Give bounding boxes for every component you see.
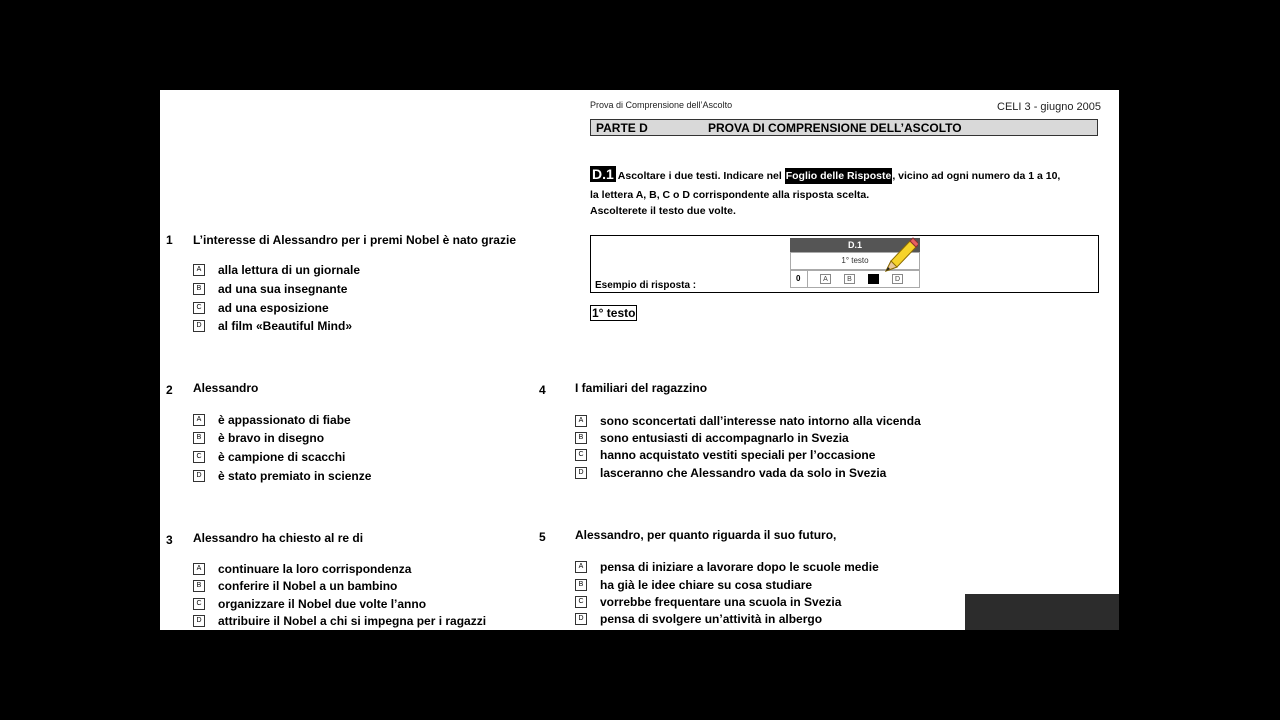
q1-option-b[interactable] — [193, 282, 347, 296]
example-grid-zero: 0 — [796, 274, 801, 283]
example-box — [590, 235, 1099, 293]
q2-option-a-text: è appassionato di fiabe — [218, 413, 351, 427]
q2-option-b-box[interactable]: B — [193, 432, 205, 444]
q3-option-b[interactable] — [193, 579, 397, 593]
q1-option-a[interactable] — [193, 263, 360, 277]
q4-option-d[interactable] — [575, 466, 886, 480]
q4-option-a[interactable] — [575, 414, 921, 428]
q4-option-b-text: sono entusiasti di accompagnarlo in Svezia — [600, 431, 849, 445]
q3-option-d[interactable] — [193, 614, 486, 628]
q4-option-c[interactable] — [575, 448, 875, 462]
q2-option-c[interactable] — [193, 450, 345, 464]
dark-overlay-panel — [965, 594, 1119, 630]
q3-option-b-box[interactable]: B — [193, 580, 205, 592]
q3-option-c-box[interactable]: C — [193, 598, 205, 610]
q4-option-d-text: lasceranno che Alessandro vada da solo in Svezia — [600, 466, 887, 480]
q5-option-a[interactable] — [575, 560, 879, 574]
q5-option-d-text: pensa di svolgere un’attività in albergo — [600, 612, 823, 626]
q4-option-b-box[interactable]: B — [575, 432, 587, 444]
q1-option-d-box[interactable]: D — [193, 320, 205, 332]
instructions — [590, 165, 1110, 221]
instruction-tag: D.1 — [592, 166, 614, 182]
q5-option-a-box[interactable]: A — [575, 561, 587, 573]
q2-option-c-box[interactable]: C — [193, 451, 205, 463]
example-label: Esempio di risposta : — [595, 280, 697, 291]
instruction-line1-a: Ascoltare i due testi. Indicare nel — [617, 170, 782, 182]
q3-option-b-text: conferire il Nobel a un bambino — [218, 579, 398, 593]
q2-option-b[interactable] — [193, 431, 324, 445]
example-grid-subtitle: 1° testo — [790, 252, 920, 270]
q3-option-d-box[interactable]: D — [193, 615, 205, 627]
q2-option-c-text: è campione di scacchi — [218, 450, 346, 464]
q3-option-c[interactable] — [193, 597, 426, 611]
section-label: 1° testo — [592, 306, 636, 320]
exam-page — [160, 90, 1119, 630]
q1-option-b-box[interactable]: B — [193, 283, 205, 295]
example-cell-a: A — [820, 274, 831, 284]
q2-option-d-text: è stato premiato in scienze — [218, 469, 372, 483]
q2-option-b-text: è bravo in disegno — [218, 431, 325, 445]
q1-option-c-text: ad una esposizione — [218, 301, 329, 315]
parte-title: PROVA DI COMPRENSIONE DELL’ASCOLTO — [708, 121, 962, 135]
q5-option-a-text: pensa di iniziare a lavorare dopo le scuole medie — [600, 560, 879, 574]
question-5-number: 5 — [539, 530, 546, 544]
q2-option-d-box[interactable]: D — [193, 470, 205, 482]
question-4-text: I familiari del ragazzino — [575, 381, 708, 395]
q3-option-d-text: attribuire il Nobel a chi si impegna per i ragazzi — [218, 614, 487, 628]
instruction-highlight: Foglio delle Risposte — [785, 170, 892, 182]
q2-option-d[interactable] — [193, 469, 371, 483]
q4-option-c-box[interactable]: C — [575, 449, 587, 461]
instruction-line3: Ascolterete il testo due volte. — [590, 205, 736, 217]
question-2-text: Alessandro — [193, 381, 259, 395]
example-answer-grid — [790, 238, 920, 290]
example-cell-d: D — [892, 274, 903, 284]
question-1-number: 1 — [166, 233, 173, 247]
pencil-icon — [878, 235, 918, 275]
example-cell-b: B — [844, 274, 855, 284]
example-cell-c-filled — [868, 274, 879, 284]
parte-label: PARTE D — [596, 121, 648, 135]
q3-option-a-text: continuare la loro corrispondenza — [218, 562, 412, 576]
question-5-text: Alessandro, per quanto riguarda il suo futuro, — [575, 528, 837, 542]
question-2-number: 2 — [166, 383, 173, 397]
q2-option-a-box[interactable]: A — [193, 414, 205, 426]
question-4-number: 4 — [539, 383, 546, 397]
q1-option-a-text: alla lettura di un giornale — [218, 263, 361, 277]
question-3-text: Alessandro ha chiesto al re di — [193, 531, 364, 545]
q5-option-c[interactable] — [575, 595, 841, 609]
instruction-line1-b: , vicino ad ogni numero da 1 a 10, — [892, 170, 1061, 182]
q3-option-a[interactable] — [193, 562, 411, 576]
q4-option-c-text: hanno acquistato vestiti speciali per l’occasione — [600, 448, 876, 462]
header-left: Prova di Comprensione dell’Ascolto — [590, 100, 733, 110]
q5-option-b[interactable] — [575, 578, 812, 592]
example-grid-separator — [807, 271, 808, 287]
q1-option-b-text: ad una sua insegnante — [218, 282, 348, 296]
q5-option-b-text: ha già le idee chiare su cosa studiare — [600, 578, 813, 592]
q1-option-a-box[interactable]: A — [193, 264, 205, 276]
q4-option-d-box[interactable]: D — [575, 467, 587, 479]
q1-option-c[interactable] — [193, 301, 329, 315]
q5-option-c-text: vorrebbe frequentare una scuola in Svezia — [600, 595, 842, 609]
q5-option-d-box[interactable]: D — [575, 613, 587, 625]
q4-option-b[interactable] — [575, 431, 849, 445]
q1-option-d-text: al film «Beautiful Mind» — [218, 319, 353, 333]
q4-option-a-box[interactable]: A — [575, 415, 587, 427]
q3-option-a-box[interactable]: A — [193, 563, 205, 575]
q5-option-c-box[interactable]: C — [575, 596, 587, 608]
q5-option-b-box[interactable]: B — [575, 579, 587, 591]
q3-option-c-text: organizzare il Nobel due volte l’anno — [218, 597, 427, 611]
instruction-line2: la lettera A, B, C o D corrispondente alla risposta scelta. — [590, 189, 870, 201]
question-1-text: L’interesse di Alessandro per i premi Nobel è nato grazie — [193, 233, 516, 247]
example-grid-title: D.1 — [790, 238, 920, 252]
q5-option-d[interactable] — [575, 612, 822, 626]
question-3-number: 3 — [166, 533, 173, 547]
q2-option-a[interactable] — [193, 413, 351, 427]
q1-option-d[interactable] — [193, 319, 352, 333]
header-right: CELI 3 - giugno 2005 — [997, 101, 1101, 113]
parte-bar — [590, 119, 1098, 136]
q4-option-a-text: sono sconcertati dall’interesse nato intorno alla vicenda — [600, 414, 921, 428]
q1-option-c-box[interactable]: C — [193, 302, 205, 314]
